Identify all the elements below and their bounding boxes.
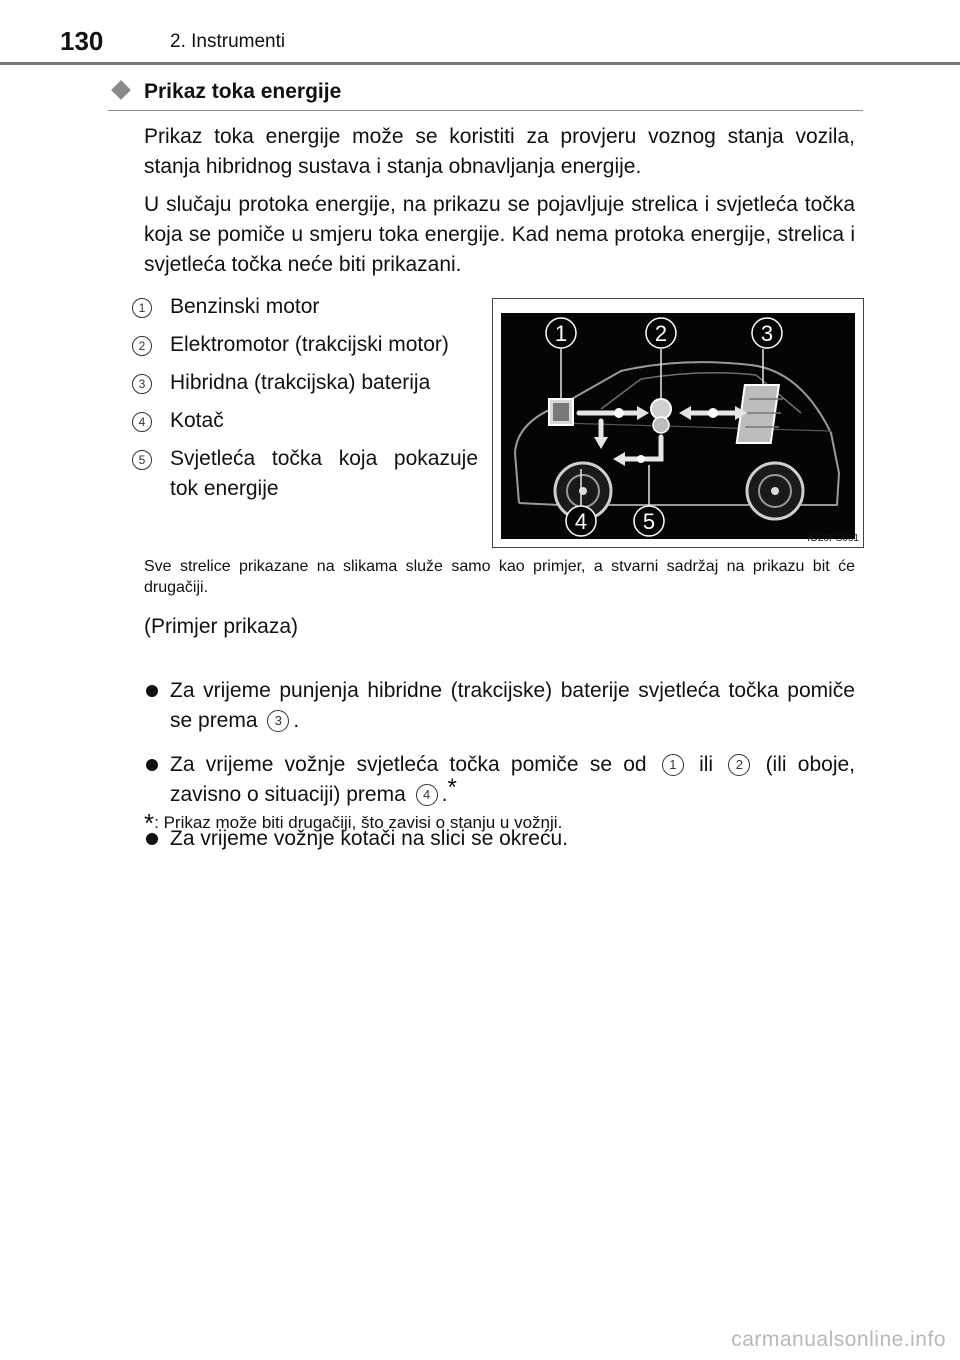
inline-ref-number: 2 xyxy=(728,754,750,776)
glowing-dot xyxy=(637,455,645,463)
bullet-list xyxy=(144,676,855,868)
bullet-item xyxy=(144,750,855,810)
car-illustration xyxy=(501,313,855,539)
legend-list xyxy=(128,292,478,512)
callout-5 xyxy=(634,506,664,536)
section-heading xyxy=(108,78,863,111)
inline-ref-number: 1 xyxy=(662,754,684,776)
page-number: 130 xyxy=(60,26,104,56)
bullet-text: . xyxy=(441,783,448,806)
glowing-dot xyxy=(708,408,718,418)
intro-paragraph: Prikaz toka energije može se koristiti za provjeru voznog stanja vozila, stanja hibridnog sustava i stanja obnavljanja energije. xyxy=(144,125,855,178)
legend-item xyxy=(128,330,478,360)
bullet-text: Za vrijeme punjenja hibridne (trakcijske) baterije svjetleća točka pomiče se prema xyxy=(170,679,855,732)
number-badge: 5 xyxy=(132,450,152,470)
footnote xyxy=(144,808,562,839)
glowing-dot xyxy=(614,408,624,418)
bullet-text: Za vrijeme vožnje svjetleća točka pomiče se od xyxy=(170,753,647,776)
footnote-asterisk: * xyxy=(144,808,155,838)
bullet-text: . xyxy=(293,709,300,732)
rear-wheel-icon xyxy=(747,463,803,519)
example-label: (Primjer prikaza) xyxy=(144,615,299,638)
legend-item xyxy=(128,368,478,398)
legend-item xyxy=(128,444,478,504)
chapter-title: 2. Instrumenti xyxy=(170,31,286,52)
page-header xyxy=(0,0,960,60)
callout-2 xyxy=(646,318,676,348)
callout-4 xyxy=(566,506,596,536)
engine-icon xyxy=(549,399,573,425)
legend-item xyxy=(128,292,478,322)
figure-code: IO20PS061 xyxy=(807,533,859,544)
number-badge: 4 xyxy=(132,412,152,432)
legend-text: Kotač xyxy=(170,409,224,432)
svg-text:3: 3 xyxy=(760,321,774,346)
legend-text: Svjetleća točka koja pokazuje tok energije xyxy=(170,447,478,500)
arrow-head xyxy=(613,452,625,466)
arrow-head xyxy=(637,406,649,420)
bullet-text: ili xyxy=(699,753,714,776)
inline-ref-number: 4 xyxy=(416,784,438,806)
legend-text: Elektromotor (trakcijski motor) xyxy=(170,333,449,356)
flow-paragraph: U slučaju protoka energije, na prikazu se pojavljuje strelica i svjetleća točka koja se pomiče u smjeru toka energije. Kad nema protoka energije, strelica i svjetleća točka neće biti prikazani. xyxy=(144,193,855,276)
example-note: Sve strelice prikazane na slikama služe samo kao primjer, a stvarni sadržaj na prikazu bit će drugačiji. xyxy=(144,558,855,596)
watermark: carmanualsonline.info xyxy=(731,1328,946,1351)
header-divider xyxy=(0,62,960,65)
footnote-text: : Prikaz može biti drugačiji, što zavisi o stanju u vožnji. xyxy=(154,813,563,832)
callout-1 xyxy=(546,318,576,348)
bullet-item xyxy=(144,676,855,736)
asterisk-marker: * xyxy=(447,774,457,801)
inline-ref-number: 3 xyxy=(267,710,289,732)
diamond-icon xyxy=(111,80,131,100)
motor-icon xyxy=(651,399,671,433)
energy-flow-figure xyxy=(492,298,864,548)
bullet-text: Za vrijeme vožnje kotači na slici se okreću. xyxy=(170,827,568,850)
legend-item xyxy=(128,406,478,436)
legend-text: Hibridna (trakcijska) baterija xyxy=(170,371,431,394)
arrow-head xyxy=(679,406,691,420)
legend-text: Benzinski motor xyxy=(170,295,320,318)
svg-text:4: 4 xyxy=(574,509,588,534)
bullet-text: (ili oboje, zavisno o situaciji) prema xyxy=(170,753,855,806)
svg-text:5: 5 xyxy=(642,509,656,534)
bullet-dot xyxy=(146,759,158,771)
number-badge: 3 xyxy=(132,374,152,394)
svg-text:1: 1 xyxy=(554,321,568,346)
svg-text:2: 2 xyxy=(654,321,668,346)
number-badge: 2 xyxy=(132,336,152,356)
number-badge: 1 xyxy=(132,298,152,318)
arrow-head xyxy=(594,437,608,449)
section-title: Prikaz toka energije xyxy=(144,80,342,103)
callout-3 xyxy=(752,318,782,348)
bullet-dot xyxy=(146,685,158,697)
energy-flow-illustration xyxy=(501,313,855,539)
